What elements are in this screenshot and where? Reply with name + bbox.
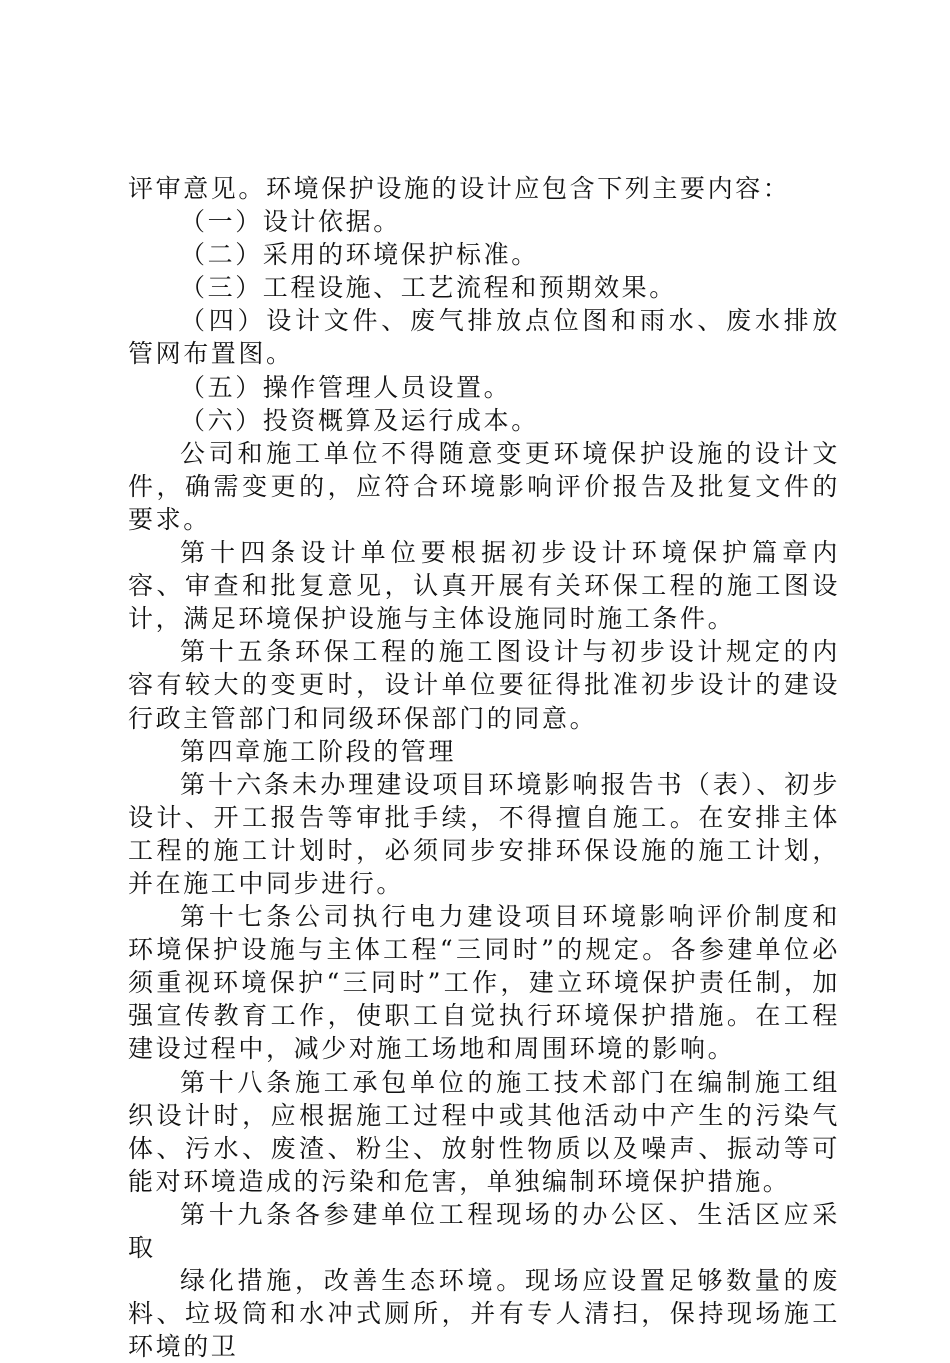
article-19: 第十九条各参建单位工程现场的办公区、生活区应采取 xyxy=(128,1199,840,1262)
list-item-5: （五）操作管理人员设置。 xyxy=(180,372,512,402)
list-item-3: （三）工程设施、工艺流程和预期效果。 xyxy=(180,273,677,303)
paragraph-continuation: 评审意见。环境保护设施的设计应包含下列主要内容： xyxy=(128,174,791,203)
article-17: 第十七条公司执行电力建设项目环境影响评价制度和环境保护设施与主体工程“三同时”的规定。各参建单位必须重视环境保护“三同时”工作，建立环境保护责任制，加强宣传教育工作，使职工自觉执行环境保护措施。在工程建设过程中，减少对施工场地和周围环境的影响。 xyxy=(128,902,840,1064)
article-16: 第十六条未办理建设项目环境影响报告书（表）、初步设计、开工报告等审批手续，不得擅自施工。在安排主体工程的施工计划时，必须同步安排环保设施的施工计划，并在施工中同步进行。 xyxy=(128,769,840,898)
list-item-4: （四）设计文件、废气排放点位图和雨水、废水排放管网布置图。 xyxy=(128,306,840,369)
article-18: 第十八条施工承包单位的施工技术部门在编制施工组织设计时，应根据施工过程中或其他活动中产生的污染气体、污水、废渣、粉尘、放射性物质以及噪声、振动等可能对环境造成的污染和危害，单独编制环境保护措施。 xyxy=(128,1067,840,1196)
list-item-2: （二）采用的环境保护标准。 xyxy=(180,240,539,270)
article-19-continuation: 绿化措施，改善生态环境。现场应设置足够数量的废料、垃圾筒和水冲式厕所，并有专人清扫，保持现场施工环境的卫 xyxy=(128,1266,840,1362)
list-item-1: （一）设计依据。 xyxy=(180,207,401,237)
paragraph-design-change: 公司和施工单位不得随意变更环境保护设施的设计文件，确需变更的，应符合环境影响评价报告及批复文件的要求。 xyxy=(128,438,840,534)
chapter-4-heading: 第四章施工阶段的管理 xyxy=(180,736,457,766)
article-14: 第十四条设计单位要根据初步设计环境保护篇章内容、审查和批复意见，认真开展有关环保工程的施工图设计，满足环境保护设施与主体设施同时施工条件。 xyxy=(128,538,840,634)
list-item-6: （六）投资概算及运行成本。 xyxy=(180,405,539,435)
document-body xyxy=(128,172,840,1363)
article-15: 第十五条环保工程的施工图设计与初步设计规定的内容有较大的变更时，设计单位要征得批准初步设计的建设行政主管部门和同级环保部门的同意。 xyxy=(128,637,840,733)
